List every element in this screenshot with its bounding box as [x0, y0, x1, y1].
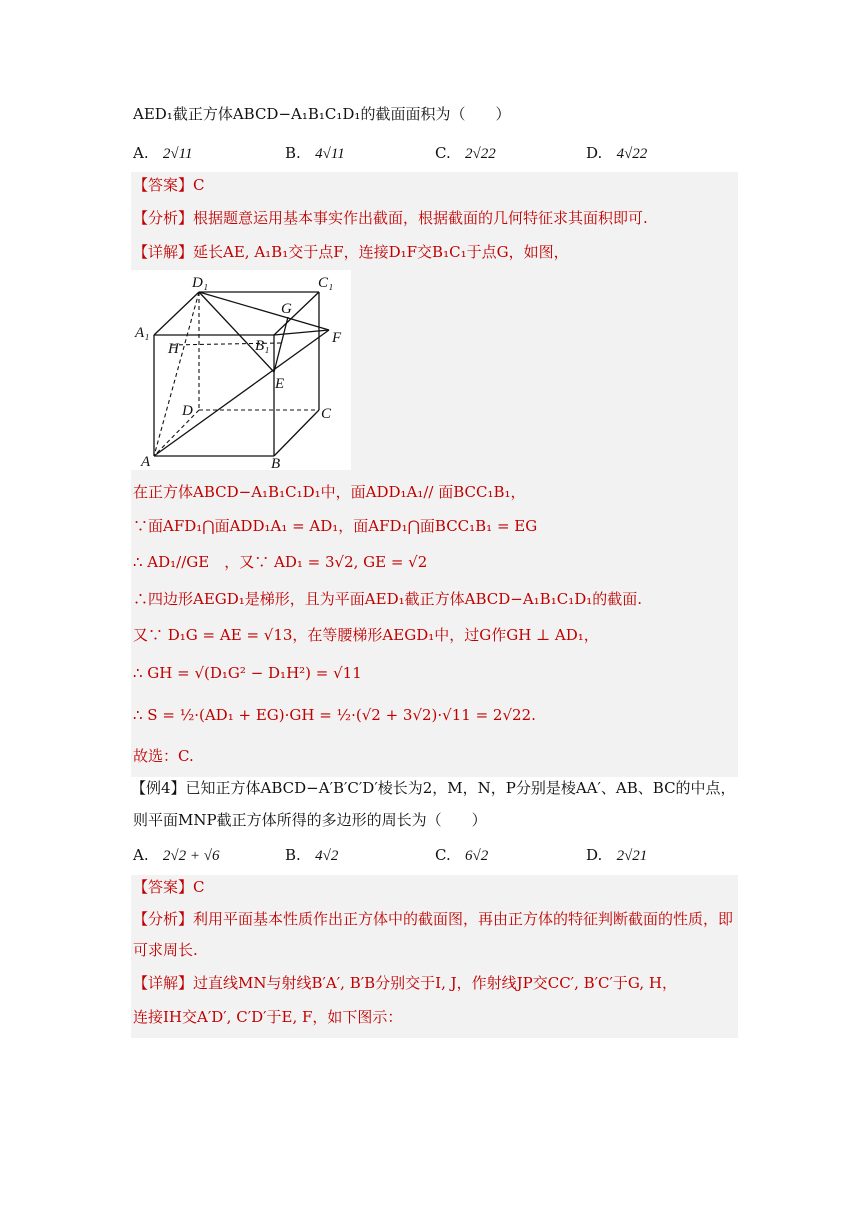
cube-diagram [131, 270, 351, 470]
q3-option-d: D. 4√22 [586, 144, 648, 162]
label-a: A [141, 454, 151, 470]
q3-detail: 【详解】延长AE, A₁B₁交于点F，连接D₁F交B₁C₁于点G，如图， [133, 243, 569, 261]
solution-line-6: ∴ GH = √(D₁G² − D₁H²) = √11 [133, 664, 362, 682]
line-d1-f [199, 292, 329, 330]
q3-option-a: A. 2√11 [133, 144, 193, 162]
label-e: E [275, 376, 285, 392]
q4-option-c: C. 6√2 [435, 846, 489, 864]
q3-answer-block [131, 172, 738, 777]
line-e-g [274, 317, 288, 372]
solution-line-3: ∴ AD₁//GE ，又∵ AD₁ = 3√2, GE = √2 [133, 553, 428, 571]
q3-analysis: 【分析】根据题意运用基本事实作出截面，根据截面的几何特征求其面积即可. [133, 209, 648, 227]
solution-line-8: 故选：C. [133, 747, 194, 765]
label-b1: B₁ [255, 338, 270, 354]
cube-figure [131, 270, 351, 470]
solution-line-5: 又∵ D₁G = AE = √13，在等腰梯形AEGD₁中，过G作GH ⊥ AD₁， [133, 626, 599, 644]
q4-stem-line-2: 则平面MNP截正方体所得的多边形的周长为（ ） [133, 811, 487, 829]
q3-option-b: B. 4√11 [285, 144, 345, 162]
label-d1: D₁ [192, 275, 209, 291]
q4-detail-line-1: 【详解】过直线MN与射线B′A′, B′B分别交于I, J，作射线JP交CC′, B′C′于G, H， [133, 974, 677, 992]
label-a1: A₁ [135, 325, 150, 341]
label-g: G [281, 301, 292, 317]
solution-line-2: ∵面AFD₁⋂面ADD₁A₁ = AD₁，面AFD₁⋂面BCC₁B₁ = EG [133, 517, 538, 535]
label-b: B [271, 456, 281, 470]
line-d1-e [199, 292, 274, 372]
edge-a1-d1 [154, 292, 199, 335]
solution-line-7: ∴ S = ½·(AD₁ + EG)·GH = ½·(√2 + 3√2)·√11 = 2√22. [133, 706, 536, 724]
q4-analysis-line-1: 【分析】利用平面基本性质作出正方体中的截面图，再由正方体的特征判断截面的性质，即 [133, 910, 734, 928]
q4-option-b: B. 4√2 [285, 846, 339, 864]
q4-option-d: D. 2√21 [586, 846, 648, 864]
q4-answer: 【答案】C [133, 878, 205, 896]
label-h: H [168, 341, 179, 357]
label-c1: C₁ [318, 275, 334, 291]
q3-stem: AED₁截正方体ABCD−A₁B₁C₁D₁的截面面积为（ ） [133, 105, 511, 123]
line-d1-a-hidden [154, 292, 199, 456]
q3-option-c: C. 2√22 [435, 144, 496, 162]
label-f: F [332, 330, 342, 346]
q4-analysis-line-2: 可求周长. [133, 941, 198, 959]
line-a-f [154, 330, 329, 456]
solution-line-4: ∴四边形AEGD₁是梯形，且为平面AED₁截正方体ABCD−A₁B₁C₁D₁的截面. [133, 590, 643, 608]
q4-stem-line-1: 【例4】已知正方体ABCD−A′B′C′D′棱长为2，M，N，P分别是棱AA′、AB、BC的中点， [131, 779, 736, 797]
q4-detail-line-2: 连接IH交A′D′, C′D′于E, F，如下图示： [133, 1008, 403, 1026]
solution-line-1: 在正方体ABCD−A₁B₁C₁D₁中，面ADD₁A₁// 面BCC₁B₁， [133, 483, 526, 501]
line-b1-f [274, 330, 329, 335]
label-d: D [182, 403, 193, 419]
edge-c-b [274, 410, 319, 456]
q3-answer: 【答案】C [133, 176, 205, 194]
q4-option-a: A. 2√2 + √6 [133, 846, 220, 864]
label-c: C [321, 406, 332, 422]
